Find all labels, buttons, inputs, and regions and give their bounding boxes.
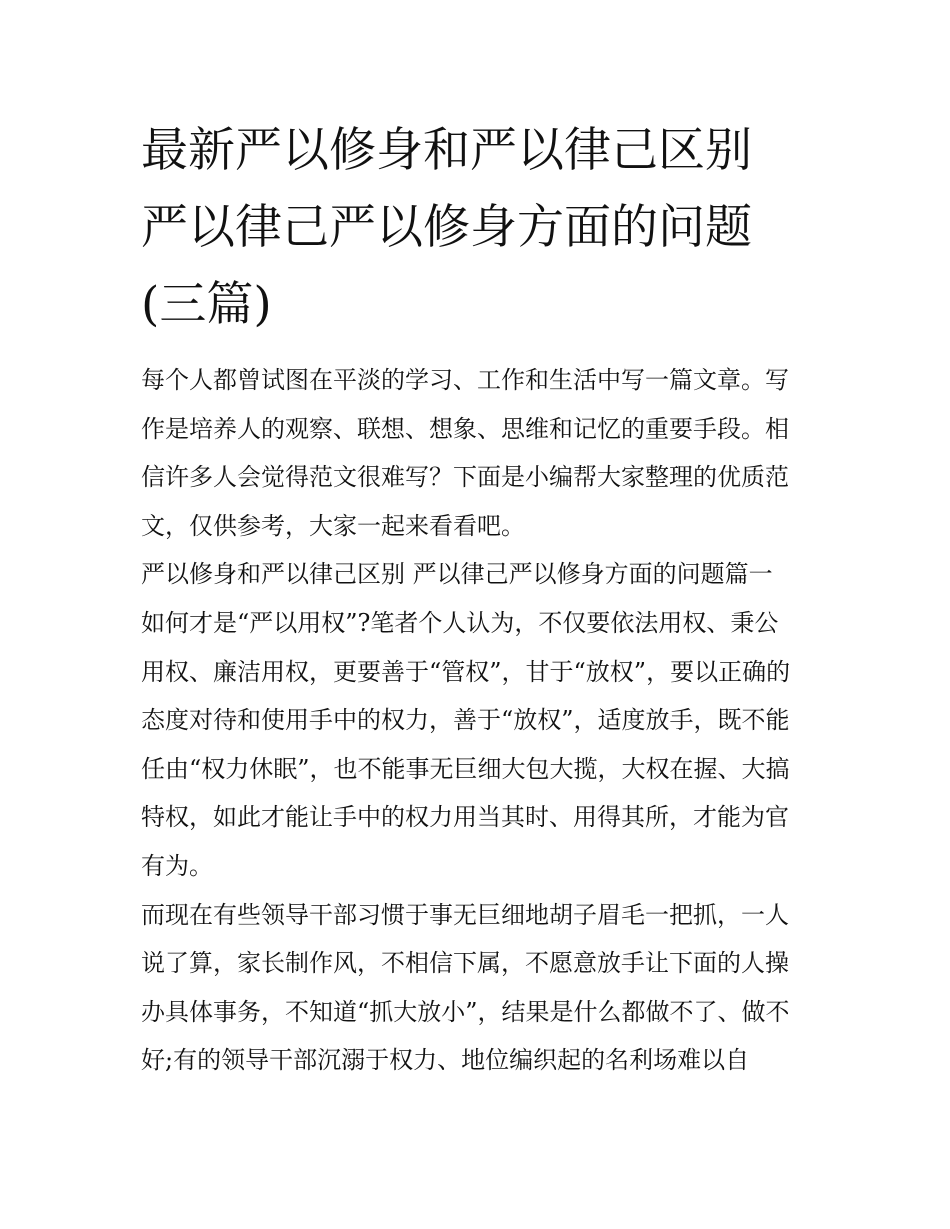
body-line: 如何才是“严以用权”?笔者个人认为，不仅要依法用权、秉公 <box>141 608 779 637</box>
body-line: 态度对待和使用手中的权力，善于“放权”，适度放手，既不能 <box>141 706 790 735</box>
title-line: (三篇) <box>141 277 272 332</box>
document-body <box>141 356 821 1085</box>
body-line: 办具体事务，不知道“抓大放小”，结果是什么都做不了、做不 <box>141 997 790 1026</box>
body-line: 文，仅供参考，大家一起来看看吧。 <box>141 511 525 540</box>
body-line: 而现在有些领导干部习惯于事无巨细地胡子眉毛一把抓，一人 <box>141 900 789 929</box>
body-line: 有为。 <box>141 851 213 880</box>
body-line: 说了算，家长制作风，不相信下属，不愿意放手让下面的人操 <box>141 949 789 978</box>
body-line: 每个人都曾试图在平淡的学习、工作和生活中写一篇文章。写 <box>141 366 789 394</box>
body-line: 信许多人会觉得范文很难写？下面是小编帮大家整理的优质范 <box>141 463 789 492</box>
section-heading-line: 严以修身和严以律己区别 严以律己严以修身方面的问题篇一 <box>141 560 773 589</box>
body-line: 任由“权力休眠”，也不能事无巨细大包大揽，大权在握、大搞 <box>141 754 790 783</box>
title-line: 最新严以修身和严以律己区别 <box>141 123 752 178</box>
body-line: 好;有的领导干部沉溺于权力、地位编织起的名利场难以自 <box>141 1046 750 1075</box>
body-line: 作是培养人的观察、联想、想象、思维和记忆的重要手段。相 <box>141 414 789 443</box>
body-line: 用权、廉洁用权，更要善于“管权”，甘于“放权”，要以正确的 <box>141 657 791 686</box>
title-line: 严以律己严以修身方面的问题 <box>141 200 752 255</box>
document-title <box>141 112 841 343</box>
body-line: 特权，如此才能让手中的权力用当其时、用得其所，才能为官 <box>141 803 789 832</box>
